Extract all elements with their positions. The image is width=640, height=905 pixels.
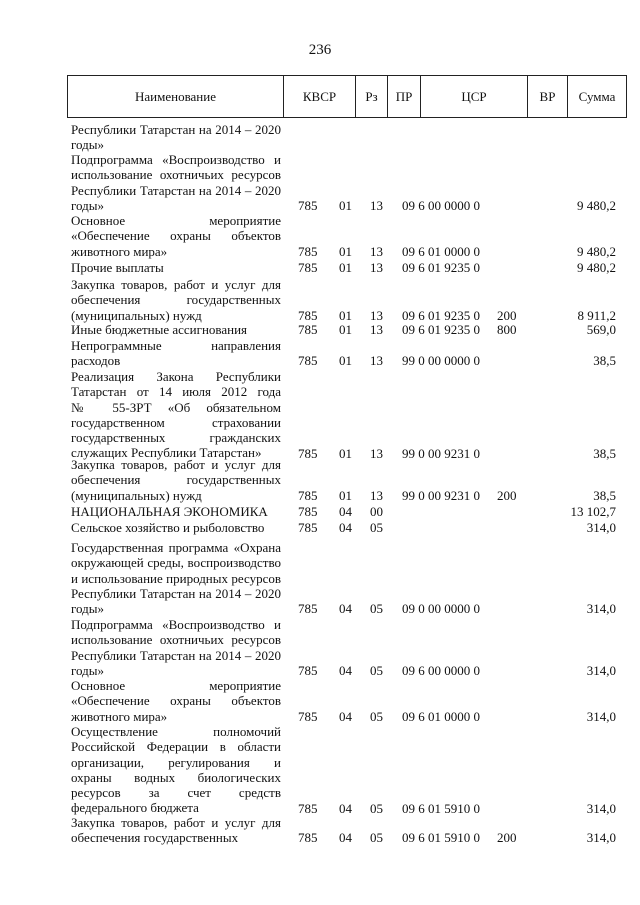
row-csr: 09 6 01 9235 0 — [402, 322, 480, 337]
row-vr: 200 — [497, 830, 517, 846]
table-row — [0, 815, 640, 846]
row-name — [71, 617, 281, 678]
row-name-line: Непрограммные направления — [71, 338, 281, 353]
row-name — [71, 369, 281, 461]
table-row — [0, 260, 640, 275]
table-row — [0, 338, 640, 369]
row-pr: 13 — [370, 197, 383, 213]
row-pr: 13 — [370, 487, 383, 503]
table-row — [0, 457, 640, 503]
row-name-line: обеспечения государственных — [71, 830, 239, 846]
row-rz: 04 — [339, 520, 352, 535]
row-kvsr: 785 — [298, 197, 318, 213]
row-rz: 01 — [339, 307, 352, 323]
header-name: Наименование — [68, 76, 284, 117]
row-name-line: окружающей среды, воспроизводство — [71, 555, 281, 571]
row-name — [71, 678, 281, 724]
row-name-line: Республики Татарстан на 2014 – 2020 — [71, 647, 281, 663]
row-csr: 09 6 01 0000 0 — [402, 243, 480, 259]
row-vr: 800 — [497, 322, 517, 337]
row-pr: 05 — [370, 601, 383, 617]
row-name-line: Закупка товаров, работ и услуг для — [71, 277, 281, 292]
row-name-line: ресурсов за счет средств — [71, 785, 281, 801]
row-pr: 13 — [370, 260, 383, 275]
row-name-line: Осуществление полномочий — [71, 724, 281, 739]
row-kvsr: 785 — [298, 243, 318, 259]
row-kvsr: 785 — [298, 307, 318, 323]
row-name-line: НАЦИОНАЛЬНАЯ ЭКОНОМИКА — [71, 504, 268, 519]
row-name-line: Подпрограмма «Воспроизводство и — [71, 617, 281, 632]
row-sum: 314,0 — [586, 520, 616, 535]
header-vr: ВР — [528, 76, 568, 117]
row-name-line: государственных гражданских — [71, 430, 281, 446]
row-kvsr: 785 — [298, 322, 318, 337]
row-name-line: Государственная программа «Охрана — [71, 540, 281, 555]
row-rz: 01 — [339, 243, 352, 259]
row-csr: 09 6 00 0000 0 — [402, 662, 480, 678]
row-name — [71, 213, 281, 259]
row-name-line: Закупка товаров, работ и услуг для — [71, 457, 281, 472]
row-kvsr: 785 — [298, 800, 318, 816]
row-pr: 13 — [370, 307, 383, 323]
row-sum: 569,0 — [586, 322, 616, 337]
row-sum: 9 480,2 — [577, 197, 616, 213]
row-name-line: Российской Федерации в области — [71, 739, 281, 755]
row-rz: 01 — [339, 353, 352, 369]
row-name-line: годы» — [71, 197, 104, 213]
row-name-line: Подпрограмма «Воспроизводство и — [71, 152, 281, 167]
row-vr: 200 — [497, 487, 517, 503]
row-kvsr: 785 — [298, 504, 318, 519]
row-name-line: Иные бюджетные ассигнования — [71, 322, 248, 337]
row-rz: 01 — [339, 197, 352, 213]
row-name — [71, 520, 281, 535]
row-name-line: федерального бюджета — [71, 800, 199, 816]
table-row — [0, 504, 640, 519]
table-row — [0, 617, 640, 678]
row-name — [71, 504, 281, 519]
table-row — [0, 520, 640, 535]
row-rz: 04 — [339, 662, 352, 678]
row-vr: 200 — [497, 307, 517, 323]
table-row — [0, 369, 640, 461]
row-sum: 314,0 — [586, 800, 616, 816]
row-pr: 05 — [370, 800, 383, 816]
row-name-line: животного мира» — [71, 243, 168, 259]
row-name-line: (муниципальных) нужд — [71, 487, 202, 503]
row-rz: 04 — [339, 504, 352, 519]
table-row — [0, 213, 640, 259]
row-name — [71, 457, 281, 503]
row-name-line: годы» — [71, 601, 104, 617]
row-name-line: годы» — [71, 662, 104, 678]
table-row — [0, 122, 640, 153]
row-rz: 01 — [339, 445, 352, 461]
row-name-line: Основное мероприятие — [71, 213, 281, 228]
row-name-line: Сельское хозяйство и рыболовство — [71, 520, 265, 535]
row-pr: 05 — [370, 662, 383, 678]
row-name-line: Татарстан от 14 июля 2012 года — [71, 384, 281, 400]
row-name-line: государственном страховании — [71, 414, 281, 430]
row-pr: 05 — [370, 520, 383, 535]
row-csr: 99 0 00 0000 0 — [402, 353, 480, 369]
row-name — [71, 122, 281, 153]
header-csr: ЦСР — [421, 76, 528, 117]
row-rz: 01 — [339, 322, 352, 337]
row-kvsr: 785 — [298, 708, 318, 724]
row-name — [71, 277, 281, 323]
row-csr: 99 0 00 9231 0 — [402, 487, 480, 503]
row-name-line: (муниципальных) нужд — [71, 307, 202, 323]
row-kvsr: 785 — [298, 260, 318, 275]
header-pr: ПР — [388, 76, 421, 117]
header-rz: Рз — [356, 76, 388, 117]
row-kvsr: 785 — [298, 487, 318, 503]
header-sum: Сумма — [578, 88, 616, 104]
row-rz: 04 — [339, 800, 352, 816]
table-row — [0, 277, 640, 323]
row-name — [71, 540, 281, 616]
row-name — [71, 338, 281, 369]
row-csr: 09 6 01 5910 0 — [402, 800, 480, 816]
row-kvsr: 785 — [298, 601, 318, 617]
row-sum: 314,0 — [586, 662, 616, 678]
row-csr: 09 6 01 9235 0 — [402, 307, 480, 323]
row-name-line: Республики Татарстан на 2014 – 2020 — [71, 122, 281, 137]
row-pr: 05 — [370, 708, 383, 724]
row-sum: 314,0 — [586, 708, 616, 724]
row-name-line: обеспечения государственных — [71, 292, 281, 308]
row-name-line: № 55-ЗРТ «Об обязательном — [71, 399, 281, 415]
row-pr: 13 — [370, 445, 383, 461]
row-name-line: расходов — [71, 353, 121, 369]
row-name-line: годы» — [71, 137, 104, 153]
row-rz: 01 — [339, 487, 352, 503]
row-sum: 314,0 — [586, 601, 616, 617]
row-kvsr: 785 — [298, 445, 318, 461]
row-kvsr: 785 — [298, 662, 318, 678]
row-pr: 05 — [370, 830, 383, 846]
row-csr: 09 6 01 5910 0 — [402, 830, 480, 846]
row-sum: 38,5 — [593, 445, 616, 461]
table-row — [0, 322, 640, 337]
row-pr: 13 — [370, 353, 383, 369]
row-sum: 38,5 — [593, 487, 616, 503]
row-name-line: Республики Татарстан на 2014 – 2020 — [71, 585, 281, 601]
row-name-line: охраны водных биологических — [71, 769, 281, 785]
row-sum: 13 102,7 — [570, 504, 616, 519]
row-csr: 99 0 00 9231 0 — [402, 445, 480, 461]
row-csr: 09 0 00 0000 0 — [402, 601, 480, 617]
row-name-line: использование охотничьих ресурсов — [71, 167, 281, 183]
row-name — [71, 260, 281, 275]
row-csr: 09 6 00 0000 0 — [402, 197, 480, 213]
page-number: 236 — [308, 42, 332, 58]
row-kvsr: 785 — [298, 520, 318, 535]
row-sum: 8 911,2 — [577, 307, 616, 323]
row-csr: 09 6 01 9235 0 — [402, 260, 480, 275]
row-pr: 13 — [370, 322, 383, 337]
row-name-line: служащих Республики Татарстан» — [71, 445, 262, 461]
row-name — [71, 815, 281, 846]
row-name — [71, 322, 281, 337]
row-pr: 00 — [370, 504, 383, 519]
table-row — [0, 540, 640, 617]
row-sum: 9 480,2 — [577, 260, 616, 275]
row-sum: 38,5 — [593, 353, 616, 369]
row-name-line: и использование природных ресурсов — [71, 570, 281, 586]
row-name-line: «Обеспечение охраны объектов — [71, 693, 281, 709]
row-rz: 01 — [339, 260, 352, 275]
row-name — [71, 724, 281, 816]
table-row — [0, 152, 640, 213]
row-sum: 9 480,2 — [577, 243, 616, 259]
row-pr: 13 — [370, 243, 383, 259]
row-name-line: Реализация Закона Республики — [71, 369, 281, 384]
row-name-line: использование охотничьих ресурсов — [71, 632, 281, 648]
row-name-line: «Обеспечение охраны объектов — [71, 228, 281, 244]
table-row — [0, 678, 640, 724]
row-rz: 04 — [339, 601, 352, 617]
row-csr: 09 6 01 0000 0 — [402, 708, 480, 724]
row-name-line: животного мира» — [71, 708, 168, 724]
row-kvsr: 785 — [298, 353, 318, 369]
row-name-line: Основное мероприятие — [71, 678, 281, 693]
row-name-line: обеспечения государственных — [71, 472, 281, 488]
row-rz: 04 — [339, 830, 352, 846]
row-rz: 04 — [339, 708, 352, 724]
table-row — [0, 724, 640, 816]
row-name-line: Закупка товаров, работ и услуг для — [71, 815, 281, 830]
row-sum: 314,0 — [586, 830, 616, 846]
header-kvsr: КВСР — [284, 76, 356, 117]
row-name-line: Прочие выплаты — [71, 260, 164, 275]
row-kvsr: 785 — [298, 830, 318, 846]
row-name-line: Республики Татарстан на 2014 – 2020 — [71, 182, 281, 198]
row-name-line: организации, регулирования и — [71, 754, 281, 770]
row-name — [71, 152, 281, 213]
